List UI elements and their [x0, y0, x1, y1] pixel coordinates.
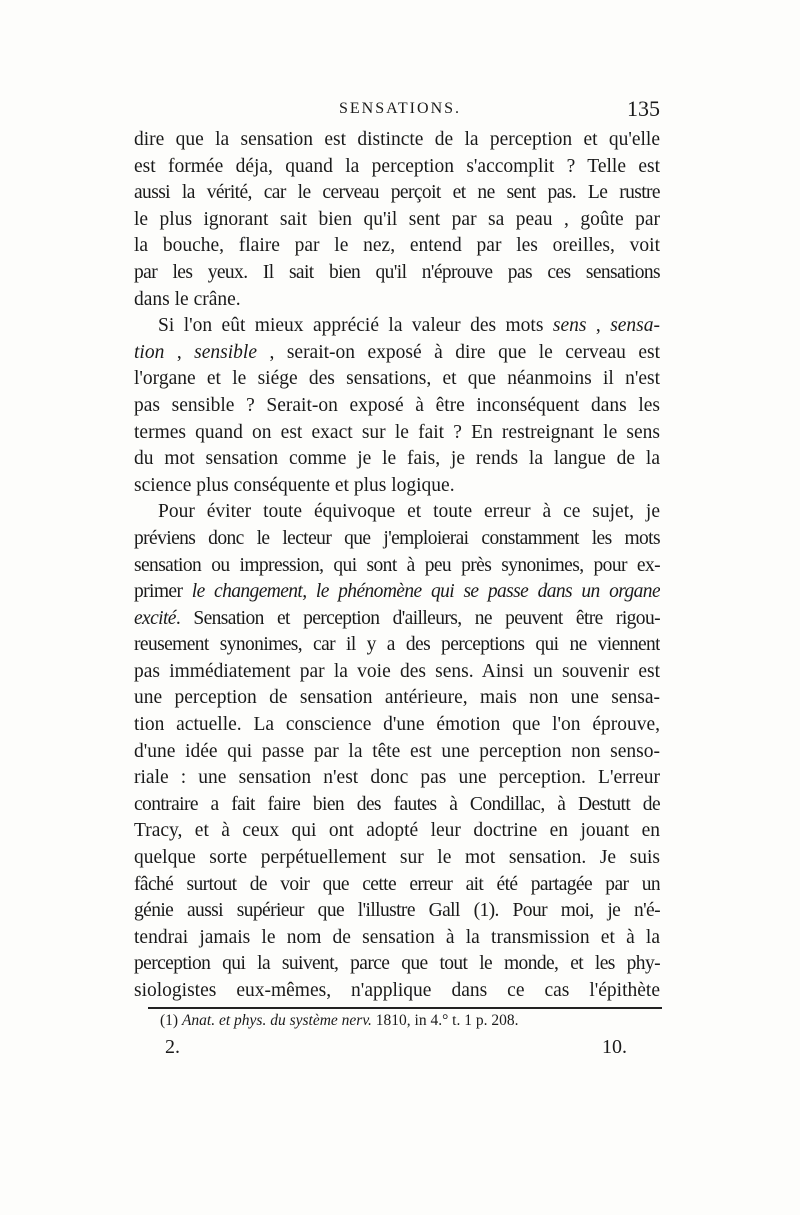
text-line: contraire a fait faire bien des fautes à Condillac, à Destutt de [134, 793, 660, 815]
text-line [134, 579, 660, 606]
text-line: sensation ou impression, qui sont à peu près synonimes, pour ex- [134, 554, 660, 576]
text-span: , serait-on exposé à dire que le cerveau est [257, 341, 660, 363]
text-line: dire que la sensation est distincte de la perception et qu'elle [134, 129, 660, 150]
text-line: aussi la vérité, car le cerveau perçoit et ne sent pas. Le rustre [134, 182, 660, 204]
text-line: riale : une sensation n'est donc pas une perception. L'erreur [134, 767, 660, 789]
italic-word: sensible [194, 341, 257, 363]
text-line: science plus conséquente et plus logique. [134, 474, 455, 496]
signature-mark: 2. [165, 1036, 180, 1058]
running-head: SENSATIONS. [339, 100, 462, 117]
text-line: tendrai jamais le nom de sensation à la transmission et à la [134, 926, 660, 948]
text-line: d'une idée qui passe par la tête est une perception non senso- [134, 740, 660, 762]
italic-word: sens [552, 315, 587, 337]
text-span: Si l'on eût mieux apprécié la valeur des mots [158, 315, 544, 337]
text-line: l'organe et le siége des sensations, et que néanmoins il n'est [134, 368, 660, 390]
text-span: primer [134, 581, 183, 603]
footnote [160, 1012, 518, 1030]
text-line: siologistes eux-mêmes, n'applique dans ce cas l'épithète [134, 980, 660, 1001]
text-line: termes quand on est exact sur le fait ? En restreignant le sens [134, 421, 660, 443]
text-line: le plus ignorant sait bien qu'il sent par sa peau , goûte par [134, 208, 660, 230]
text-line: par les yeux. Il sait bien qu'il n'éprouve pas ces sensations [134, 261, 660, 283]
text-line: quelque sorte perpétuellement sur le mot sensation. Je suis [134, 847, 660, 869]
text-line: la bouche, flaire par le nez, entend par les oreilles, voit [134, 235, 660, 257]
text-line [134, 606, 660, 633]
body-text [134, 127, 660, 1005]
page-header [134, 98, 660, 128]
text-line: perception qui la suivent, parce que tout le monde, et les phy- [134, 953, 660, 975]
text-line [134, 313, 660, 340]
footnote-marker: (1) [160, 1012, 179, 1029]
footnote-reference: 1810, in 4.° t. 1 p. 208. [371, 1012, 519, 1029]
text-line: reusement synonimes, car il y a des perceptions qui ne viennent [134, 634, 660, 656]
italic-word: excité [134, 607, 176, 629]
page-number: 135 [627, 96, 660, 121]
text-line: du mot sensation comme je le fais, je rends la langue de la [134, 448, 660, 470]
text-span: . Sensation et perception d'ailleurs, ne peuvent être rigou- [175, 607, 660, 629]
leaf-number: 10. [602, 1036, 627, 1058]
italic-word: tion [134, 341, 165, 363]
text-line: Tracy, et à ceux qui ont adopté leur doctrine en jouant en [134, 820, 660, 842]
text-line: est formée déja, quand la perception s'accomplit ? Telle est [134, 155, 660, 177]
text-line: pas immédiatement par la voie des sens. Ainsi un souvenir est [134, 660, 660, 682]
text-line: génie aussi supérieur que l'illustre Gall (1). Pour moi, je n'é- [134, 900, 660, 922]
italic-word: sensa- [610, 315, 660, 337]
text-line: dans le crâne. [134, 288, 241, 310]
text-line: tion actuelle. La conscience d'une émotion que l'on éprouve, [134, 714, 660, 736]
text-span: , [164, 341, 195, 363]
text-line: préviens donc le lecteur que j'emploierai constamment les mots [134, 527, 660, 549]
text-span: , [586, 315, 611, 337]
text-line [134, 340, 660, 367]
footnote-rule [148, 1007, 662, 1009]
text-line: Pour éviter toute équivoque et toute erreur à ce sujet, je [158, 501, 660, 523]
text-line: une perception de sensation antérieure, mais non une sensa- [134, 687, 660, 709]
italic-phrase: le changement, le phénomène qui se passe dans un organe [191, 581, 660, 603]
footnote-title: Anat. et phys. du système nerv. [181, 1012, 372, 1029]
text-line: fâché surtout de voir que cette erreur ait été partagée par un [134, 873, 660, 895]
text-line: pas sensible ? Serait-on exposé à être inconséquent dans les [134, 394, 660, 416]
